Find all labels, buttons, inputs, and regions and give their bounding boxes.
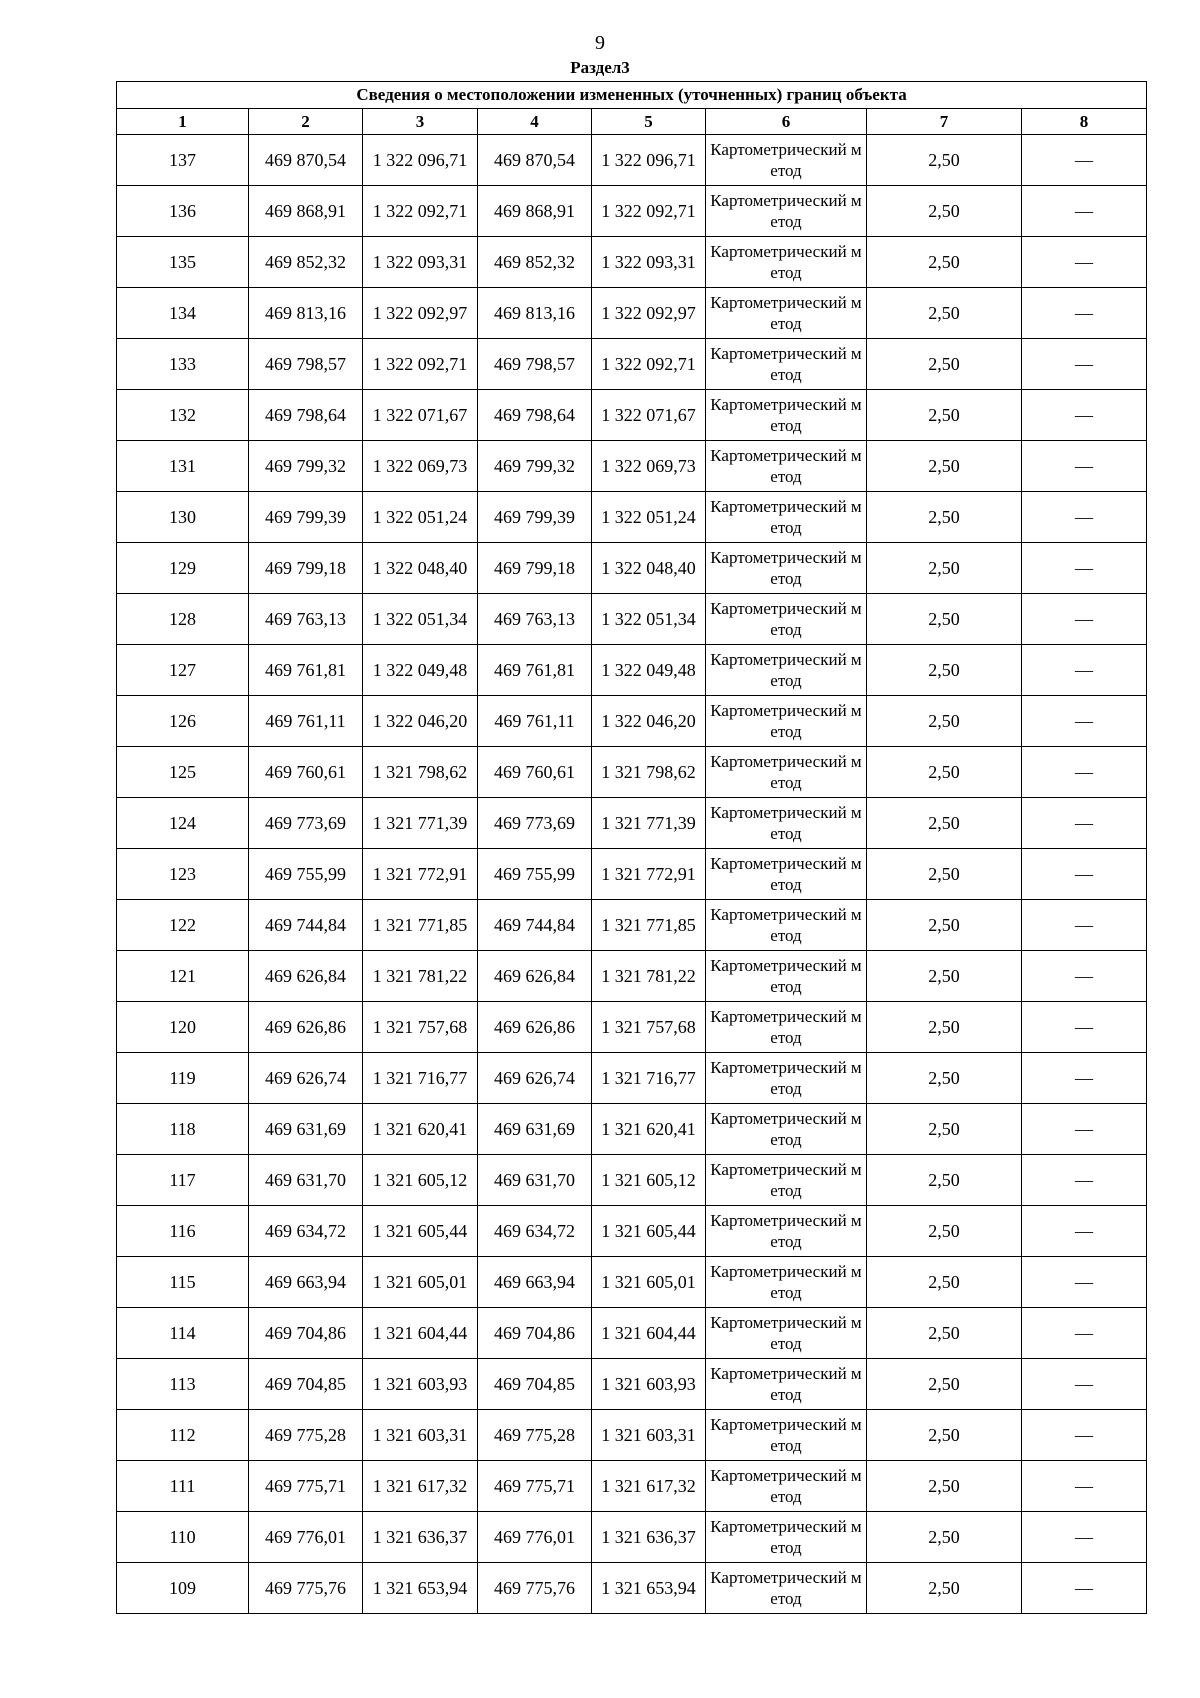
x-old-cell: 469 775,76 (249, 1563, 363, 1614)
note-cell: — (1022, 594, 1147, 645)
y-new-cell: 1 321 798,62 (592, 747, 706, 798)
table-row (117, 288, 1147, 339)
method-cell: Картометрический метод (706, 441, 867, 492)
accuracy-cell: 2,50 (867, 1410, 1022, 1461)
x-new-cell: 469 626,74 (478, 1053, 592, 1104)
accuracy-cell: 2,50 (867, 237, 1022, 288)
x-new-cell: 469 776,01 (478, 1512, 592, 1563)
note-cell: — (1022, 1206, 1147, 1257)
table-row (117, 1410, 1147, 1461)
accuracy-cell: 2,50 (867, 849, 1022, 900)
accuracy-cell: 2,50 (867, 951, 1022, 1002)
method-cell: Картометрический метод (706, 1104, 867, 1155)
x-old-cell: 469 798,64 (249, 390, 363, 441)
accuracy-cell: 2,50 (867, 186, 1022, 237)
y-new-cell: 1 322 092,71 (592, 186, 706, 237)
note-cell: — (1022, 1257, 1147, 1308)
note-cell: — (1022, 900, 1147, 951)
y-new-cell: 1 321 603,31 (592, 1410, 706, 1461)
y-new-cell: 1 321 620,41 (592, 1104, 706, 1155)
accuracy-cell: 2,50 (867, 747, 1022, 798)
method-cell: Картометрический метод (706, 951, 867, 1002)
column-number: 4 (478, 109, 592, 135)
note-cell: — (1022, 1002, 1147, 1053)
table-row (117, 1308, 1147, 1359)
table-row (117, 1563, 1147, 1614)
accuracy-cell: 2,50 (867, 900, 1022, 951)
method-cell: Картометрический метод (706, 645, 867, 696)
point-number-cell: 129 (117, 543, 249, 594)
method-cell: Картометрический метод (706, 1002, 867, 1053)
x-new-cell: 469 775,71 (478, 1461, 592, 1512)
table-row (117, 747, 1147, 798)
y-old-cell: 1 321 636,37 (363, 1512, 478, 1563)
point-number-cell: 136 (117, 186, 249, 237)
x-old-cell: 469 744,84 (249, 900, 363, 951)
point-number-cell: 121 (117, 951, 249, 1002)
x-old-cell: 469 775,28 (249, 1410, 363, 1461)
point-number-cell: 109 (117, 1563, 249, 1614)
method-cell: Картометрический метод (706, 1155, 867, 1206)
x-old-cell: 469 631,69 (249, 1104, 363, 1155)
note-cell: — (1022, 492, 1147, 543)
x-new-cell: 469 870,54 (478, 135, 592, 186)
x-new-cell: 469 631,69 (478, 1104, 592, 1155)
y-new-cell: 1 321 605,01 (592, 1257, 706, 1308)
table-row (117, 900, 1147, 951)
y-old-cell: 1 321 603,93 (363, 1359, 478, 1410)
y-new-cell: 1 322 092,97 (592, 288, 706, 339)
y-old-cell: 1 321 781,22 (363, 951, 478, 1002)
accuracy-cell: 2,50 (867, 1002, 1022, 1053)
y-new-cell: 1 322 048,40 (592, 543, 706, 594)
note-cell: — (1022, 747, 1147, 798)
y-new-cell: 1 321 771,39 (592, 798, 706, 849)
x-old-cell: 469 704,85 (249, 1359, 363, 1410)
table-body (117, 135, 1147, 1614)
accuracy-cell: 2,50 (867, 288, 1022, 339)
method-cell: Картометрический метод (706, 390, 867, 441)
table-row (117, 849, 1147, 900)
note-cell: — (1022, 186, 1147, 237)
y-old-cell: 1 322 049,48 (363, 645, 478, 696)
point-number-cell: 122 (117, 900, 249, 951)
point-number-cell: 137 (117, 135, 249, 186)
y-new-cell: 1 321 636,37 (592, 1512, 706, 1563)
table-row (117, 1104, 1147, 1155)
column-number-row (117, 109, 1147, 135)
note-cell: — (1022, 798, 1147, 849)
x-new-cell: 469 631,70 (478, 1155, 592, 1206)
method-cell: Картометрический метод (706, 1410, 867, 1461)
point-number-cell: 132 (117, 390, 249, 441)
y-old-cell: 1 321 620,41 (363, 1104, 478, 1155)
x-new-cell: 469 798,57 (478, 339, 592, 390)
x-old-cell: 469 813,16 (249, 288, 363, 339)
y-old-cell: 1 322 051,34 (363, 594, 478, 645)
y-old-cell: 1 321 605,44 (363, 1206, 478, 1257)
y-old-cell: 1 321 604,44 (363, 1308, 478, 1359)
y-new-cell: 1 321 605,44 (592, 1206, 706, 1257)
x-old-cell: 469 868,91 (249, 186, 363, 237)
method-cell: Картометрический метод (706, 798, 867, 849)
point-number-cell: 124 (117, 798, 249, 849)
accuracy-cell: 2,50 (867, 1053, 1022, 1104)
table-row (117, 1359, 1147, 1410)
table-row (117, 543, 1147, 594)
y-old-cell: 1 321 771,39 (363, 798, 478, 849)
note-cell: — (1022, 390, 1147, 441)
y-old-cell: 1 321 757,68 (363, 1002, 478, 1053)
table-row (117, 1512, 1147, 1563)
y-new-cell: 1 321 781,22 (592, 951, 706, 1002)
accuracy-cell: 2,50 (867, 441, 1022, 492)
note-cell: — (1022, 1053, 1147, 1104)
y-old-cell: 1 322 092,71 (363, 186, 478, 237)
table-row (117, 798, 1147, 849)
note-cell: — (1022, 288, 1147, 339)
method-cell: Картометрический метод (706, 339, 867, 390)
x-old-cell: 469 626,86 (249, 1002, 363, 1053)
table-row (117, 237, 1147, 288)
y-new-cell: 1 322 092,71 (592, 339, 706, 390)
x-old-cell: 469 626,84 (249, 951, 363, 1002)
y-old-cell: 1 322 046,20 (363, 696, 478, 747)
point-number-cell: 130 (117, 492, 249, 543)
method-cell: Картометрический метод (706, 1563, 867, 1614)
accuracy-cell: 2,50 (867, 696, 1022, 747)
y-old-cell: 1 321 798,62 (363, 747, 478, 798)
point-number-cell: 120 (117, 1002, 249, 1053)
column-number: 6 (706, 109, 867, 135)
accuracy-cell: 2,50 (867, 135, 1022, 186)
x-new-cell: 469 755,99 (478, 849, 592, 900)
x-old-cell: 469 763,13 (249, 594, 363, 645)
point-number-cell: 131 (117, 441, 249, 492)
x-new-cell: 469 704,86 (478, 1308, 592, 1359)
accuracy-cell: 2,50 (867, 798, 1022, 849)
y-new-cell: 1 321 757,68 (592, 1002, 706, 1053)
x-new-cell: 469 744,84 (478, 900, 592, 951)
point-number-cell: 127 (117, 645, 249, 696)
column-number: 1 (117, 109, 249, 135)
accuracy-cell: 2,50 (867, 1461, 1022, 1512)
y-old-cell: 1 322 096,71 (363, 135, 478, 186)
note-cell: — (1022, 1512, 1147, 1563)
point-number-cell: 123 (117, 849, 249, 900)
y-new-cell: 1 321 716,77 (592, 1053, 706, 1104)
table-caption: Сведения о местоположении измененных (уточненных) границ объекта (117, 82, 1147, 109)
method-cell: Картометрический метод (706, 186, 867, 237)
point-number-cell: 115 (117, 1257, 249, 1308)
note-cell: — (1022, 645, 1147, 696)
accuracy-cell: 2,50 (867, 1308, 1022, 1359)
y-new-cell: 1 322 069,73 (592, 441, 706, 492)
note-cell: — (1022, 1461, 1147, 1512)
y-new-cell: 1 322 093,31 (592, 237, 706, 288)
accuracy-cell: 2,50 (867, 1206, 1022, 1257)
y-new-cell: 1 321 772,91 (592, 849, 706, 900)
note-cell: — (1022, 237, 1147, 288)
x-new-cell: 469 626,84 (478, 951, 592, 1002)
y-old-cell: 1 321 605,12 (363, 1155, 478, 1206)
x-new-cell: 469 852,32 (478, 237, 592, 288)
section-title: Раздел3 (570, 58, 630, 77)
x-old-cell: 469 704,86 (249, 1308, 363, 1359)
x-new-cell: 469 626,86 (478, 1002, 592, 1053)
method-cell: Картометрический метод (706, 288, 867, 339)
method-cell: Картометрический метод (706, 1308, 867, 1359)
point-number-cell: 117 (117, 1155, 249, 1206)
method-cell: Картометрический метод (706, 237, 867, 288)
x-new-cell: 469 761,81 (478, 645, 592, 696)
note-cell: — (1022, 543, 1147, 594)
note-cell: — (1022, 1410, 1147, 1461)
accuracy-cell: 2,50 (867, 1257, 1022, 1308)
y-old-cell: 1 322 092,71 (363, 339, 478, 390)
accuracy-cell: 2,50 (867, 594, 1022, 645)
accuracy-cell: 2,50 (867, 1155, 1022, 1206)
note-cell: — (1022, 135, 1147, 186)
x-old-cell: 469 852,32 (249, 237, 363, 288)
y-old-cell: 1 321 771,85 (363, 900, 478, 951)
note-cell: — (1022, 951, 1147, 1002)
method-cell: Картометрический метод (706, 747, 867, 798)
column-number: 8 (1022, 109, 1147, 135)
point-number-cell: 135 (117, 237, 249, 288)
y-new-cell: 1 322 071,67 (592, 390, 706, 441)
note-cell: — (1022, 1308, 1147, 1359)
table-row (117, 1257, 1147, 1308)
y-new-cell: 1 321 604,44 (592, 1308, 706, 1359)
table-row (117, 645, 1147, 696)
accuracy-cell: 2,50 (867, 543, 1022, 594)
method-cell: Картометрический метод (706, 1512, 867, 1563)
x-new-cell: 469 775,28 (478, 1410, 592, 1461)
method-cell: Картометрический метод (706, 1461, 867, 1512)
accuracy-cell: 2,50 (867, 492, 1022, 543)
x-new-cell: 469 868,91 (478, 186, 592, 237)
x-new-cell: 469 799,32 (478, 441, 592, 492)
x-new-cell: 469 799,39 (478, 492, 592, 543)
table-row (117, 390, 1147, 441)
x-old-cell: 469 761,11 (249, 696, 363, 747)
accuracy-cell: 2,50 (867, 1359, 1022, 1410)
table-row (117, 696, 1147, 747)
note-cell: — (1022, 1563, 1147, 1614)
column-number: 7 (867, 109, 1022, 135)
y-old-cell: 1 321 605,01 (363, 1257, 478, 1308)
table-row (117, 1155, 1147, 1206)
point-number-cell: 116 (117, 1206, 249, 1257)
x-new-cell: 469 761,11 (478, 696, 592, 747)
table-row (117, 1461, 1147, 1512)
point-number-cell: 114 (117, 1308, 249, 1359)
point-number-cell: 133 (117, 339, 249, 390)
column-number: 3 (363, 109, 478, 135)
accuracy-cell: 2,50 (867, 645, 1022, 696)
y-old-cell: 1 322 093,31 (363, 237, 478, 288)
x-new-cell: 469 813,16 (478, 288, 592, 339)
method-cell: Картометрический метод (706, 1359, 867, 1410)
column-number: 2 (249, 109, 363, 135)
x-old-cell: 469 760,61 (249, 747, 363, 798)
method-cell: Картометрический метод (706, 900, 867, 951)
y-old-cell: 1 321 617,32 (363, 1461, 478, 1512)
y-old-cell: 1 322 048,40 (363, 543, 478, 594)
x-new-cell: 469 663,94 (478, 1257, 592, 1308)
accuracy-cell: 2,50 (867, 339, 1022, 390)
x-new-cell: 469 798,64 (478, 390, 592, 441)
y-new-cell: 1 321 617,32 (592, 1461, 706, 1512)
table-row (117, 186, 1147, 237)
column-number: 5 (592, 109, 706, 135)
table-row (117, 1206, 1147, 1257)
y-old-cell: 1 321 603,31 (363, 1410, 478, 1461)
point-number-cell: 125 (117, 747, 249, 798)
x-old-cell: 469 761,81 (249, 645, 363, 696)
x-new-cell: 469 704,85 (478, 1359, 592, 1410)
accuracy-cell: 2,50 (867, 1512, 1022, 1563)
table-row (117, 1053, 1147, 1104)
table-row (117, 339, 1147, 390)
x-old-cell: 469 663,94 (249, 1257, 363, 1308)
note-cell: — (1022, 849, 1147, 900)
point-number-cell: 111 (117, 1461, 249, 1512)
method-cell: Картометрический метод (706, 1257, 867, 1308)
method-cell: Картометрический метод (706, 492, 867, 543)
accuracy-cell: 2,50 (867, 1104, 1022, 1155)
point-number-cell: 119 (117, 1053, 249, 1104)
y-new-cell: 1 322 046,20 (592, 696, 706, 747)
y-old-cell: 1 322 071,67 (363, 390, 478, 441)
x-old-cell: 469 799,39 (249, 492, 363, 543)
y-new-cell: 1 322 051,24 (592, 492, 706, 543)
x-old-cell: 469 799,32 (249, 441, 363, 492)
y-old-cell: 1 321 653,94 (363, 1563, 478, 1614)
note-cell: — (1022, 1104, 1147, 1155)
y-old-cell: 1 322 051,24 (363, 492, 478, 543)
y-new-cell: 1 321 603,93 (592, 1359, 706, 1410)
point-number-cell: 112 (117, 1410, 249, 1461)
accuracy-cell: 2,50 (867, 390, 1022, 441)
method-cell: Картометрический метод (706, 1053, 867, 1104)
x-new-cell: 469 775,76 (478, 1563, 592, 1614)
method-cell: Картометрический метод (706, 543, 867, 594)
x-old-cell: 469 775,71 (249, 1461, 363, 1512)
table-row (117, 1002, 1147, 1053)
y-old-cell: 1 322 069,73 (363, 441, 478, 492)
note-cell: — (1022, 339, 1147, 390)
x-old-cell: 469 870,54 (249, 135, 363, 186)
note-cell: — (1022, 441, 1147, 492)
point-number-cell: 134 (117, 288, 249, 339)
y-old-cell: 1 321 716,77 (363, 1053, 478, 1104)
y-old-cell: 1 321 772,91 (363, 849, 478, 900)
x-new-cell: 469 634,72 (478, 1206, 592, 1257)
page-number: 9 (595, 32, 605, 54)
x-new-cell: 469 773,69 (478, 798, 592, 849)
point-number-cell: 128 (117, 594, 249, 645)
x-old-cell: 469 799,18 (249, 543, 363, 594)
x-old-cell: 469 631,70 (249, 1155, 363, 1206)
table-row (117, 441, 1147, 492)
x-old-cell: 469 798,57 (249, 339, 363, 390)
method-cell: Картометрический метод (706, 1206, 867, 1257)
table-row (117, 492, 1147, 543)
method-cell: Картометрический метод (706, 135, 867, 186)
x-old-cell: 469 755,99 (249, 849, 363, 900)
table-row (117, 951, 1147, 1002)
accuracy-cell: 2,50 (867, 1563, 1022, 1614)
method-cell: Картометрический метод (706, 849, 867, 900)
y-new-cell: 1 322 096,71 (592, 135, 706, 186)
method-cell: Картометрический метод (706, 696, 867, 747)
note-cell: — (1022, 1155, 1147, 1206)
coordinates-table (116, 81, 1147, 1614)
point-number-cell: 126 (117, 696, 249, 747)
x-new-cell: 469 799,18 (478, 543, 592, 594)
x-new-cell: 469 763,13 (478, 594, 592, 645)
y-new-cell: 1 321 771,85 (592, 900, 706, 951)
x-old-cell: 469 634,72 (249, 1206, 363, 1257)
point-number-cell: 113 (117, 1359, 249, 1410)
point-number-cell: 110 (117, 1512, 249, 1563)
y-new-cell: 1 322 051,34 (592, 594, 706, 645)
x-old-cell: 469 773,69 (249, 798, 363, 849)
method-cell: Картометрический метод (706, 594, 867, 645)
y-old-cell: 1 322 092,97 (363, 288, 478, 339)
x-old-cell: 469 626,74 (249, 1053, 363, 1104)
table-row (117, 594, 1147, 645)
note-cell: — (1022, 696, 1147, 747)
note-cell: — (1022, 1359, 1147, 1410)
y-new-cell: 1 321 653,94 (592, 1563, 706, 1614)
y-new-cell: 1 322 049,48 (592, 645, 706, 696)
y-new-cell: 1 321 605,12 (592, 1155, 706, 1206)
x-new-cell: 469 760,61 (478, 747, 592, 798)
point-number-cell: 118 (117, 1104, 249, 1155)
x-old-cell: 469 776,01 (249, 1512, 363, 1563)
table-row (117, 135, 1147, 186)
